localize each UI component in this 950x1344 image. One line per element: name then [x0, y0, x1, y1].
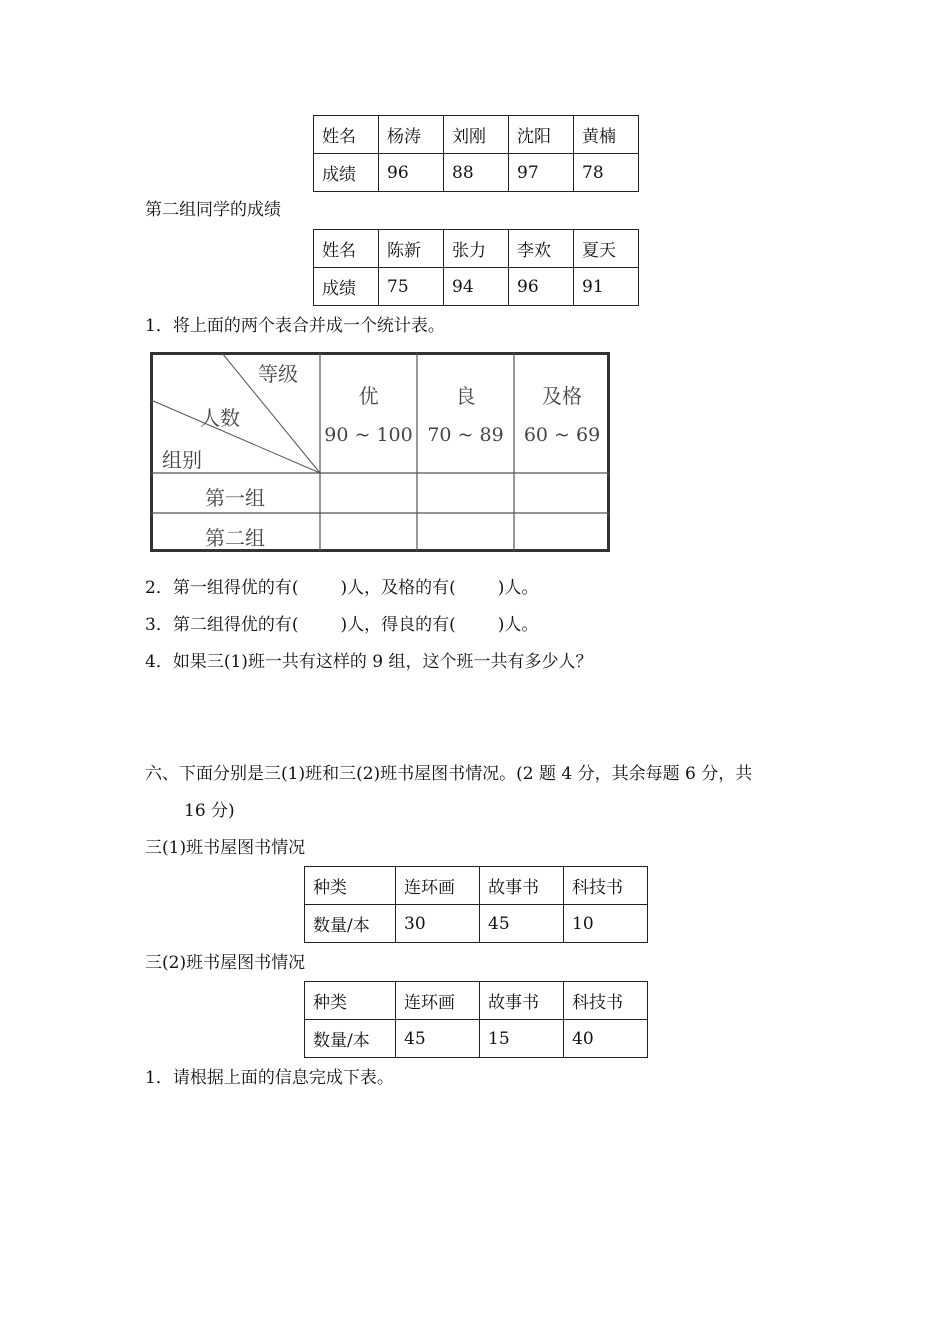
- class2-title: 三(2)班书屋图书情况: [145, 953, 306, 973]
- table-cell: 沈阳: [509, 116, 574, 154]
- question-2: [145, 578, 538, 598]
- table-cell: 种类: [305, 982, 396, 1020]
- level-pass: 及格: [542, 384, 582, 408]
- table-cell: 连环画: [396, 982, 480, 1020]
- table-cell: 杨涛: [379, 116, 444, 154]
- table-cell: 李欢: [509, 230, 574, 268]
- level-excellent-range: 90 ~ 100: [324, 424, 413, 446]
- class1-title: 三(1)班书屋图书情况: [145, 838, 306, 858]
- corner-label-count: 人数: [200, 406, 240, 430]
- table-cell: 91: [574, 268, 639, 306]
- level-pass-range: 60 ~ 69: [523, 424, 601, 446]
- table-cell: 97: [509, 154, 574, 192]
- table-cell: 88: [444, 154, 509, 192]
- table-row: [305, 867, 648, 905]
- table-cell: 连环画: [396, 867, 480, 905]
- table-cell: 45: [480, 905, 564, 943]
- merged-stats-table: [150, 352, 610, 552]
- q3-text-c: )人。: [497, 615, 539, 635]
- table-cell: 成绩: [314, 154, 379, 192]
- table-cell: 姓名: [314, 230, 379, 268]
- table-cell: 94: [444, 268, 509, 306]
- table-cell: 故事书: [480, 867, 564, 905]
- section6-heading: 六、下面分别是三(1)班和三(2)班书屋图书情况。(2 题 4 分，其余每题 6 分，共: [145, 764, 753, 784]
- table-row: [305, 982, 648, 1020]
- level-excellent: 优: [358, 384, 379, 408]
- table-cell: 陈新: [379, 230, 444, 268]
- q2-text-c: )人。: [497, 578, 539, 598]
- table-cell: 科技书: [564, 982, 648, 1020]
- table-row: [305, 905, 648, 943]
- table-cell: 10: [564, 905, 648, 943]
- section6-question-1: 1．请根据上面的信息完成下表。: [145, 1068, 394, 1088]
- corner-label-group: 组别: [162, 448, 202, 472]
- group1-score-table: [313, 115, 639, 192]
- group2-title: 第二组同学的成绩: [145, 200, 281, 220]
- table-row: [314, 154, 639, 192]
- table-cell: 96: [379, 154, 444, 192]
- table-cell: 96: [509, 268, 574, 306]
- q2-text-a: 2．第一组得优的有(: [145, 578, 299, 598]
- table-cell: 78: [574, 154, 639, 192]
- table-cell: 姓名: [314, 116, 379, 154]
- table-cell: 数量/本: [305, 1020, 396, 1058]
- group2-score-table: [313, 229, 639, 306]
- table-cell: 种类: [305, 867, 396, 905]
- question-3: [145, 615, 538, 635]
- class2-book-table: [304, 981, 648, 1058]
- row-label-group2: 第二组: [205, 526, 265, 550]
- q3-text-a: 3．第二组得优的有(: [145, 615, 299, 635]
- row-label-group1: 第一组: [205, 486, 265, 510]
- table-cell: 刘刚: [444, 116, 509, 154]
- table-cell: 夏天: [574, 230, 639, 268]
- table-cell: 数量/本: [305, 905, 396, 943]
- section6-heading-cont: 16 分): [184, 801, 235, 821]
- level-good: 良: [455, 384, 476, 408]
- q3-text-b: )人，得良的有(: [340, 615, 456, 635]
- table-cell: 30: [396, 905, 480, 943]
- corner-label-level: 等级: [258, 362, 298, 386]
- table-cell: 黄楠: [574, 116, 639, 154]
- table-row: [314, 116, 639, 154]
- table-row: [314, 268, 639, 306]
- table-cell: 15: [480, 1020, 564, 1058]
- q2-text-b: )人，及格的有(: [340, 578, 456, 598]
- table-cell: 故事书: [480, 982, 564, 1020]
- question-4: 4．如果三(1)班一共有这样的 9 组，这个班一共有多少人？: [145, 652, 593, 672]
- table-cell: 40: [564, 1020, 648, 1058]
- level-good-range: 70 ~ 89: [427, 424, 504, 446]
- table-cell: 科技书: [564, 867, 648, 905]
- table-row: [305, 1020, 648, 1058]
- table-cell: 张力: [444, 230, 509, 268]
- table-cell: 75: [379, 268, 444, 306]
- table-row: [314, 230, 639, 268]
- table-cell: 45: [396, 1020, 480, 1058]
- class1-book-table: [304, 866, 648, 943]
- table-cell: 成绩: [314, 268, 379, 306]
- question-1: 1．将上面的两个表合并成一个统计表。: [145, 316, 445, 336]
